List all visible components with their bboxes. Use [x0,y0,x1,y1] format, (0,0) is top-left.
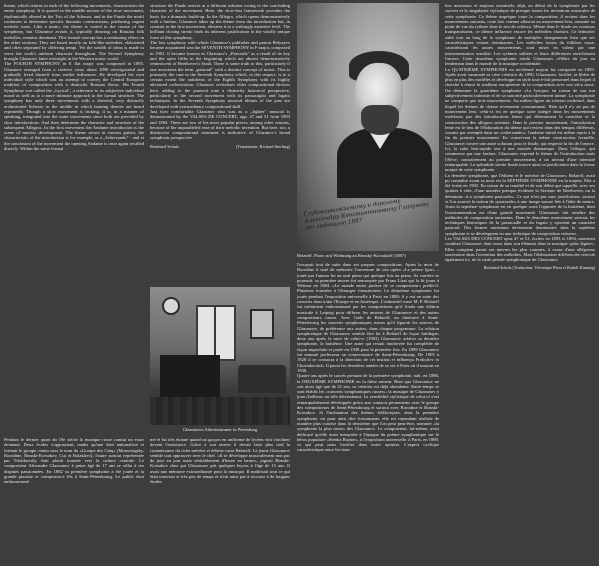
paragraph: La dernière symphonie, que l'éditeur et le mécène de Glazounov, Belaieff, avait pu connaître avant sa mort est la SEPTIÈME SYMPHONIE en fa majeur. Elle a été écrite en 1902. En raison de sa tonalité et de son début qui rappelle, avec ses quintes à vide, d'une manière presque évidente la Sixième de Beethoven, on la dénomme «La symphonie pastorale». Ce qui n'est pas sans justification, surtout si l'on associe la notion de «pastorale» à une image sonore liée à l'idée de nature. Ainsi la septième symphonie est en quelque sorte l'opposée de la huitième, dont l'instrumentation est d'une grande nouveauté. Glazounov fait renaître des méthodes de composition anciennes. Dans le deuxième mouvement surtout, les techniques historiques de la passacaille et du fugato y ajoutent un caractère pastoral. Des formes anciennes deviennent dominantes dans la septième symphonie et se développent en une technique de composition virtuose. [445,172,595,236]
paragraph: La QUATRIÈME SYMPHONIE en mi-bémol majeur fut composée en 1893. Après avoir surmonté sa crise créatrice de 1890, Glazounov, fortifié, se libère de plus en plus des modèles et développe un style tout-à-fait personnel dans lequel il cherche à réunir la tradition européenne de la composition avec son vécu russe. On dénomme la quatrième symphonie «La lyrique» en raison de son ton subjectivement intimiste et de sa sonorité particulièrement intime. La symphonie ne comporte que trois mouvements. Au milieu figure un scherzo orchestré, dans lequel les thèmes de chasse reviennent constamment. Bien qu'il n'y ait pas de mouvement lent, celui-ci est en quelque sorte intégré dans les mouvements extérieurs par des introductions lentes qui déterminent le caractère et la construction des allegros suivants. Dans le premier mouvement, l'introduction lente est le lieu de l'élaboration du thème qui revient dans des tempos différents, comme par exemple dans un «scherzando»; l'andante initial est même repris à la fin du premier mouvement. En conservant la même construction formelle, Glazounov trouve une autre solution pour le finale, qui respecte la fin de l'œuvre. Ici, la suite lent-rapide sert à une montée dramatique. Dans l'allegro, qui commence par une fanfare, Glazounov reprend le thème de l'introduction mais l'élève, contrairement au premier mouvement, à un niveau d'une intensité remarquable. La splendide strette finale trouve ainsi sa justification dans la forme unique de cette symphonie. [445,66,595,173]
wall-clock [162,297,180,315]
text-column-3 [445,3,595,563]
paragraph: Just how comfortable Glazunov also was as a „lighter" musical is demonstrated by the VALSES DE CONCERT, opp. 47 and 51 from 1893 and 1894. These are two of his most popular pieces, among other reasons, because of the unparalleled ease of their melodic invention. But here, too, a distinctive compositional treatment is indicative of Glazunov's broad symphonic perspective. [150,108,290,141]
portrait-beard [361,105,399,135]
text-column-5 [150,437,290,563]
portrait-photo [297,3,439,251]
floor [150,397,290,425]
paragraph: structure the Finale arrives at a different solution owing to the concluding character of the movement. Here, the slow-fast framework provides the basis for a dramatic build-up. In the Allegro, which opens demonstratively with a fanfare, Glazunov takes up the theme from the introduction but, in contrast to the first movement, elevates it to a strikingly assertive level. The brilliant closing stretto finds its inherent justification in the wholly unique form of this symphony. [150,3,290,40]
paragraph: Pendant le dernier quart du 19e siècle la musique russe connut un essor étonnant. Deux écoles s'opposaient, tandis qu'une était nationaliste et formait le groupe connu sous le nom du «Groupe des Cinq» (Moussorgsky, Borodine, Rimski-Korsakov, Cui et Balakirev), l'autre surtout représentée par Tchaïkovsky était plutôt tournée vers la culture centrale. Le compositeur Alexandre Glazounov à peine âgé de 17 ans se rallia à ces disputes passionnées. En 1882 sa première symphonie a été jouée et la grande pianiste et compositrice fils à Saint-Pétersbourg. Le public était enthousiasmé [4,437,144,485]
signature-line [150,144,290,149]
wall-picture [250,309,274,339]
text-column-1 [4,3,144,285]
text-column-6 [297,262,439,564]
study-room-caption: Glazunows Arbeitszimmer in Petersburg [182,427,258,432]
paragraph: mé et fut très étonné quand un garçon en uniforme de lycéen vint s'incliner devant l'assistance. Grâce à son œuvre il devait faire plus tard la connaissance du riche mécène et éditeur russe Belaieff. Le jeune Glazounov semble tout approuver avec le chef. «Il se développe musicalement non pas de jour en jour mais véritablement d'heure en heure», jugeait Rimski-Korsakov chez qui Glazounov prit quelques leçons à l'âge de 15 ans. Il avait une mémoire extraordinaire pour la musique. Il maîtrisait tout ce qui était nouveau et très peu de temps et n'eut ainsi pas à recourir à de longues études [150,437,290,485]
handwritten-dedication: Глубокоуважаемому и дорогому Александру Константиновичу Глазунову от любящего 1887 [303,198,430,232]
paragraph: Quatre ans après le succès prestant de la première symphonie, naît, en 1886, la DEUXIÈME SYMPHONIE en fa dièse mineur. Bien que Glazounov ne soit alors âgé que de 21 ans, sa création est déjà abondante. Entre-temps se sont établis les «concerts symphoniques russes»; la musique de Glazounov y joua d'ailleurs un rôle déterminant. La sensibilité stylistique de celui-ci s'est remarquablement développée grâce aux contacts permanents avec le groupe des compositeurs de Saint-Pétersbourg et surtout avec Borodine et Rimski-Korsakov. Si l'inclination des thèmes folkloriques, dans la première symphonie, est pour ainsi dire foisonnante, elle est cependant réalisée de manière plus concise dans la deuxième que l'on peut peut-être, nommer «la symphonie la plus russe» des Glazounov. Le compositeur, lui-même, avait dédicacé qu'elle avait interprété à l'époque du poème symphonique sur le héros populaire «Stenka Razine», à l'exposition universelle, à Paris, en 1889, ce qui peut nous fortifier dans notre opinion. L'aspect cyclique caractéristique entre les tona- [297,373,439,453]
author-name: Reinhard Schulz [150,143,180,149]
paragraph: l'essayait tout de suite dans ses propres compositions. Après la mort de Borodine il noté de mémoire l'ouverture de son opéra «Le prince Igor» – jouée par l'auteur lui au seul piano qui quelque fois au piano. Sa carrière se poursuit: sa première œuvre fut remarquée par Franz Liszt qui la fit jouer à Weimar en 1884. «Le monde entier parlera de ce compositeur» prédit-il. Plusieurs tournées à l'étranger s'ensuivirent. La deuxième symphonie fut jouée pendant l'exposition universelle à Paris en 1889; il y eut en suite des concerts dans toute l'Europe et en Amérique. L'industriel russe M. P. Belaieff fut infiniment enthousiasmé par les compositions qu'il fonda une édition musicale à Leipzig pour diffuser les œuvres de Glazounov et des autres compositeurs russes. Avec l'aide de Belaieff, un itinéraire à Saint-Pétersbourg les concerts symphoniques russes qu'il figurait les œuvres de Glazounov, de préférence aux autres, dans chaque programme. La relation symphonique de Glazounov semble être lui à Belaieff de façon fatidique; deux ans après la mort de celui-ci (1903) Glazounov achève sa dernière symphonie, la huitième. Une autre qui restait inachevée fut complétée de façon imparfaite et jouée en 1948 pour la première fois. En 1899 Glazounov fut nommé professeur au conservatoire de Saint-Pétersbourg. De 1905 à 1928 il se consacra à la direction de cet institut et influença Prokofiev et Chostakovitch. Il passa les dernières années de sa vie à Paris où il mourut en 1936. [297,262,439,373]
sofa [238,365,286,393]
paragraph: The FOURTH SYMPHONY in E flat major was composed in 1893. Glazunov emerged from a creative crisis about 1890 reinvigorated and gradually freed himself from earlier influences. He developed his own individual style which was an attempt to convey the Central European tradition of composition with a distinctly Russian flavor. His Fourth Symphony was called the „Lyrical", a reference to its subjective individual mood as well as to a more intimate approach to the formal structure. The symphony has only three movements with a cheerful, very distinctly orchestrated Scherzo in the middle in which hunting themes are heard repeatedly. Though a slow movement is lacking, it is, in a manner of speaking, integrated into the outer movements since both are preceded by slow introductions. And then determine the character and structure of the subsequent Allegros. In the first movement the Andante introduction is the scene of motivic development. The theme recurs in various guises; the characteristic of the introduction is for example, as a „Scherzando" - and at the conclusion of the movement the opening Andante is once again recalled directly. Within the same formal [4,61,144,152]
text-column-2 [150,3,290,285]
signature-line: Reinhard Schulz (Traduction: Véronique Pitou et Rudolf Kimmig) [483,264,595,270]
paragraph: lins nouveaux et majeurs essentiels, déjà, au début de la symphonie par les cuivres et la singularité stylistique de presque toutes les inventions musicales de cette symphonie. Ce thème imprègne toute la composition; il revient dans les mouvements suivants, cette fois comme allusion au mouvement lent, remanié au point de vue du rythme dans le trio du scherzo. Même dans le finale ses contours transparaissent, ce thème influence encore les mélodies choisies. Ce leitmotiv subit tout au long de la symphonie de multiples changements bien que ses caractéristiques restent dominantes. Les mélodies issues du folklore russe, caractérisant les autres mouvements, sont mises en valeur par une instrumentation sensible. Les rythmes utilisés et leurs différences enrichissent l'œuvre. Cette deuxième symphonie rendit Glazounov célèbre du jour au lendemain dans le monde de la musique occidentale. [445,3,595,67]
paragraph: theme, which returns in each of the following movements, characterizes the entire symphony. It is quoted in the middle section of the slow movement, rhythmically altered in the Trio of the Scherzo, and in the Finale the motif continues to determine specific thematic constructions, producing cogent melodic turns. Like a motto, the theme is varied in the course of the symphony, but Glazunov avoids it, typically drawing on Russian folk melodies, remains dominant. This formal concept has a continuing effect on the other sections. They are based mostly on folk-like melodies, elaborated and often separated by differing tempi. Yet the wealth of ideas is made to serve the work's uniform character throughout. The Second Symphony brought Glazunov fame overnight in the Western music world. [4,3,144,61]
text-column-4 [4,437,144,563]
paragraph: Les VALSES DES CONCERT opus 47 et 51, écrites en 1893 et 1894, montrent combien Glazounov était aussi dans son élément dans la musique «plus légère». Elles comptent parmi ses œuvres les plus connues, à cause d'une allégresse souveraine dans l'invention des mélodies. Mais l'élaboration différenciée renvoie également ici, de la vaste pensée symphonique de Glazounov. [445,236,595,263]
room-window [196,305,236,361]
piano [160,355,220,397]
paragraph: The last symphony with which Glazunov's publisher and patron Belyayev became acquainted was the SEVENTH SYMPHONY in F major, composed in 1902. It became known as Glazunov's „Pastorale" as a result of its key and the open fifths in the beginning which are almost demonstratively reminiscent of Beethoven's Sixth. There is some truth to this, particularly if one associates the term „pastoral" with a distinct concept of music. This is primarily the case in the Seventh Symphony which, in this respect, is to a certain extent the antithesis of the Eighth Symphony with its highly advanced orchestration. Glazunov revitalizes older compositional devices here, adding to the pastoral tone a distinctly historical perspective, particularly in the second movement with its passacaglia and fugato techniques. In the Seventh Symphony musical idioms of the past are developed with extraordinary compositional skill. [150,40,290,109]
portrait-caption: Belaieff. Photo mit Widmung an Rimsky-Korsakoff (1887) [297,253,406,258]
translator-credit: (Translation: Richard Sterling) [236,143,290,149]
study-room-photo [150,287,290,425]
